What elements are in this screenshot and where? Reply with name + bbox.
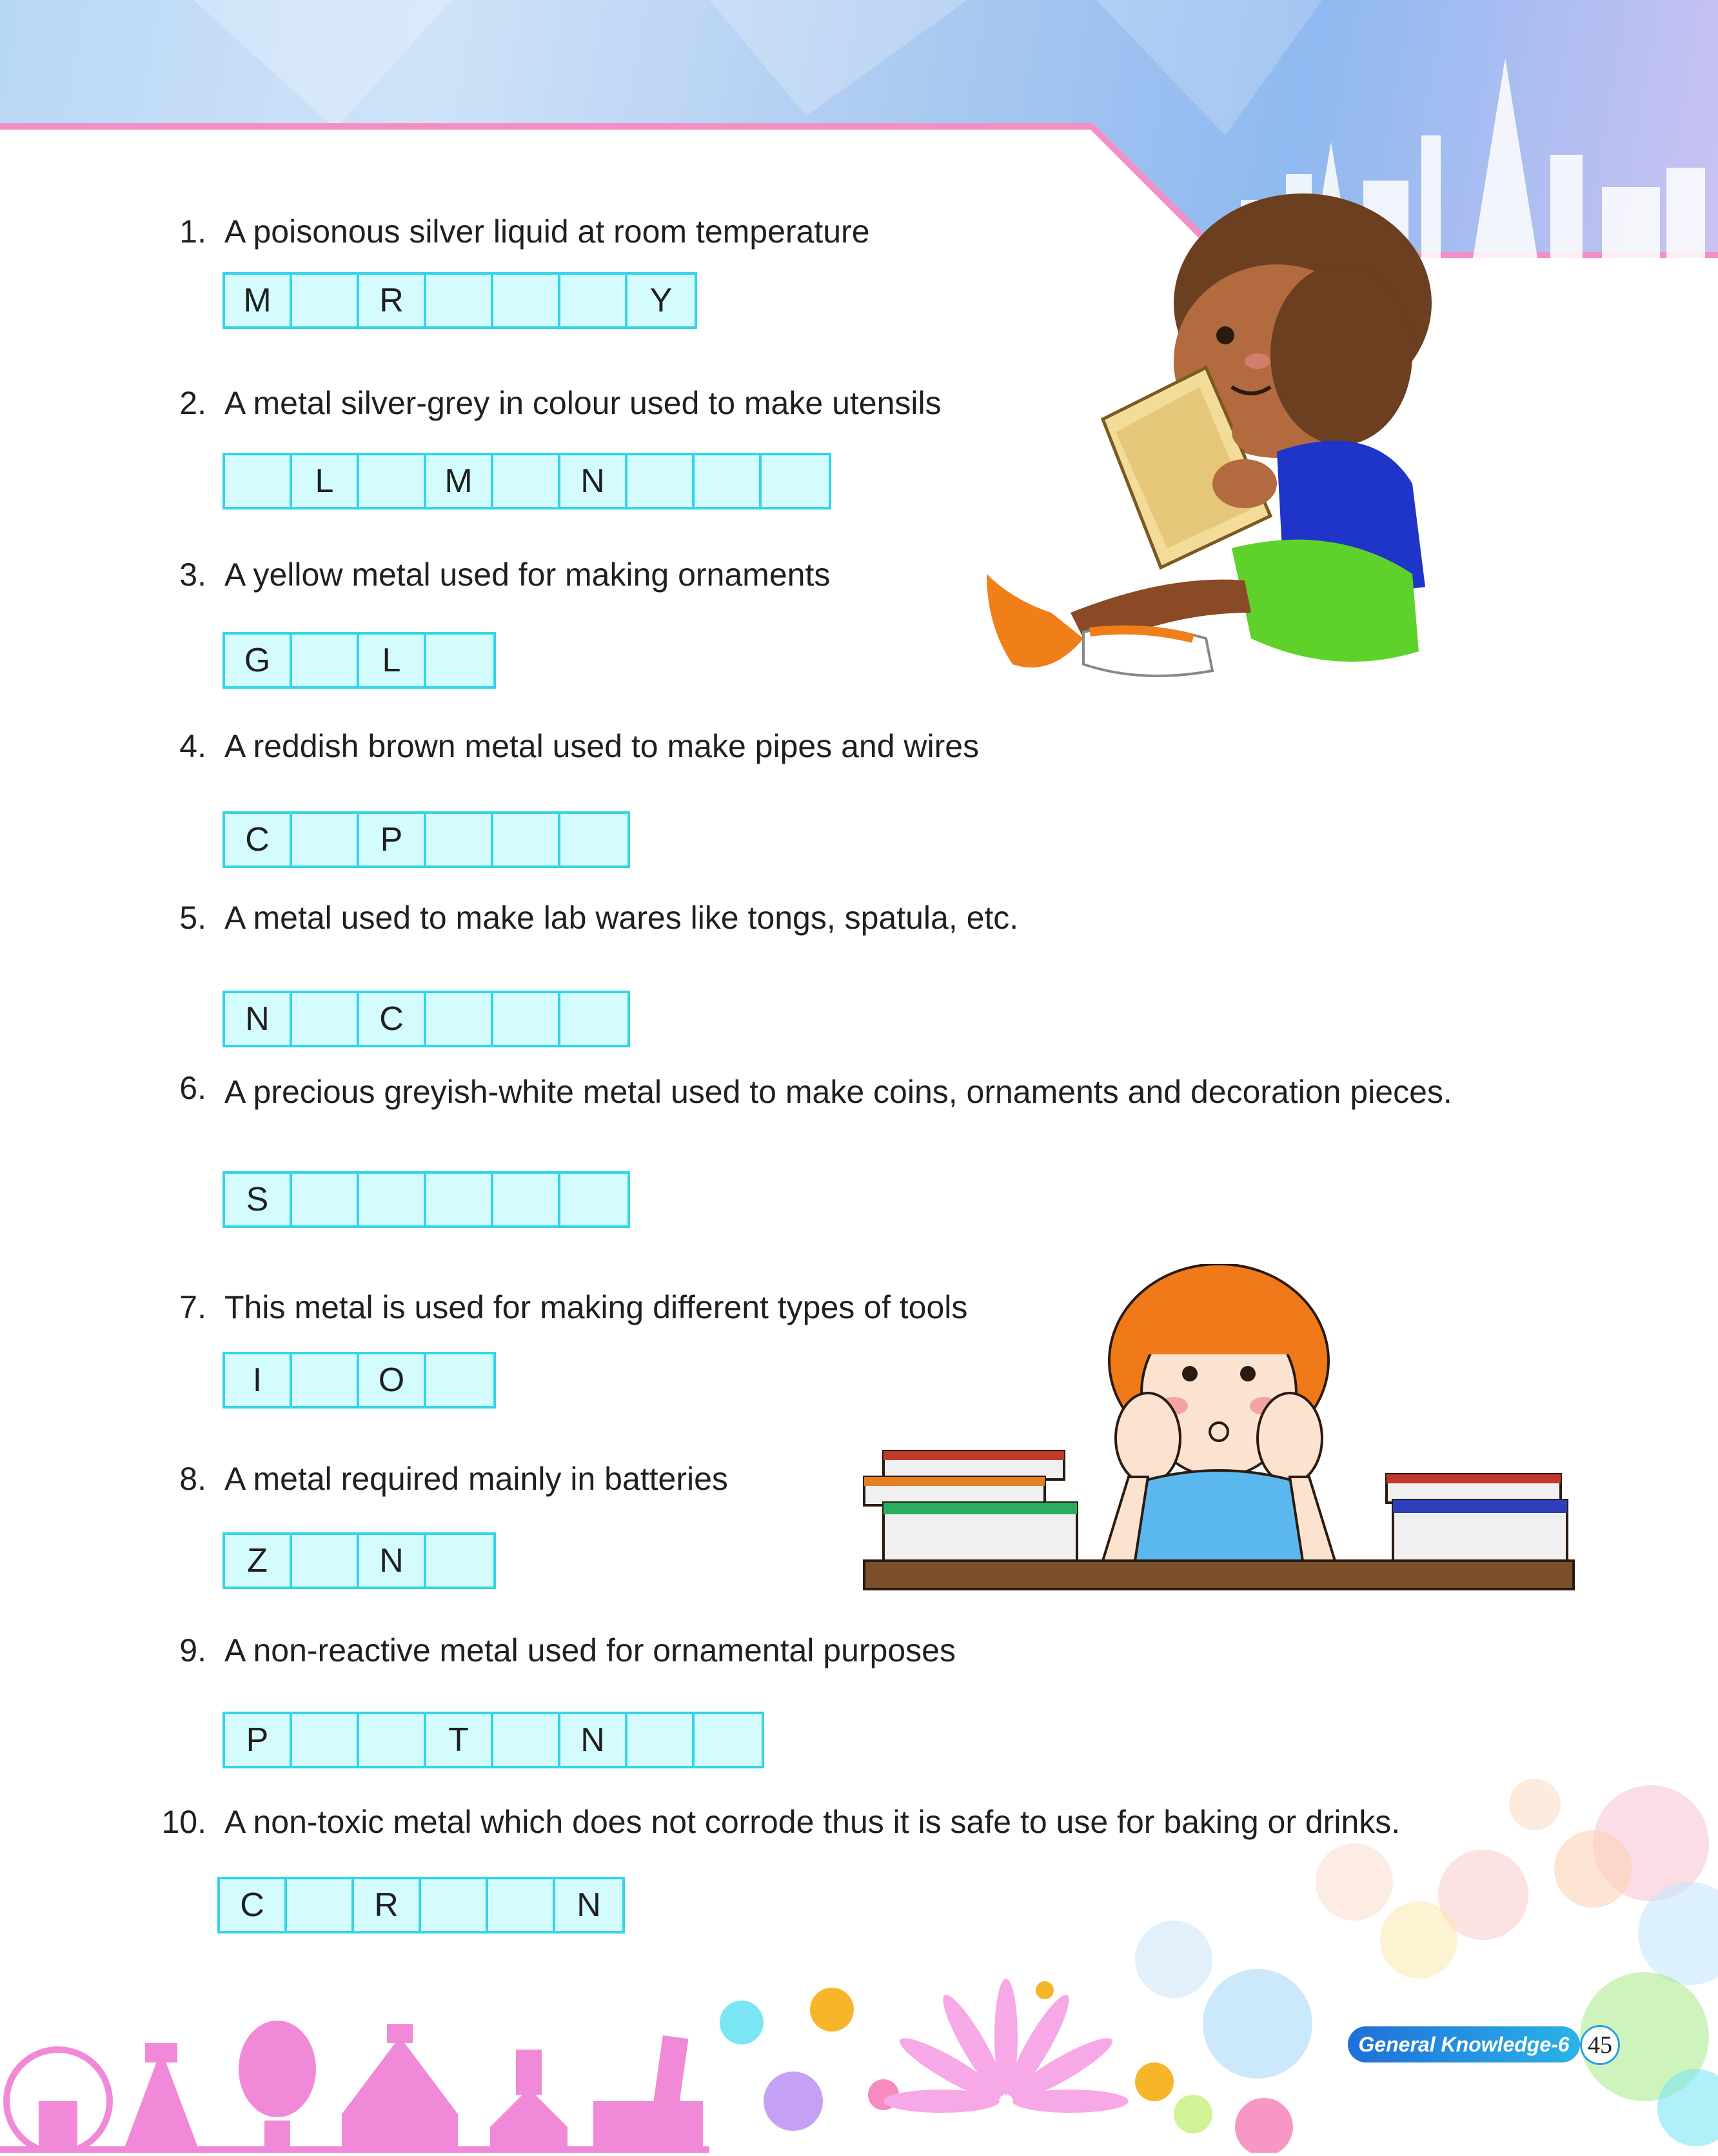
question-number: 3. bbox=[179, 557, 206, 593]
letter-cell[interactable] bbox=[426, 635, 493, 686]
letter-cell[interactable] bbox=[560, 814, 627, 865]
letter-cell[interactable] bbox=[426, 1174, 493, 1225]
boy-reading-illustration bbox=[974, 187, 1516, 690]
question-text: A metal silver-grey in colour used to make utensils bbox=[224, 385, 942, 421]
letter-cell[interactable]: Y bbox=[649, 282, 673, 319]
letter-cell[interactable]: L bbox=[292, 455, 359, 507]
question-number: 1. bbox=[179, 213, 206, 250]
letter-cell[interactable] bbox=[359, 1714, 426, 1766]
letter-cell[interactable] bbox=[359, 455, 426, 507]
letter-cell[interactable] bbox=[292, 1535, 359, 1587]
letter-cell[interactable] bbox=[426, 993, 493, 1045]
question-number: 7. bbox=[179, 1289, 206, 1325]
question-number: 5. bbox=[179, 900, 206, 936]
question-number: 4. bbox=[179, 728, 206, 764]
letter-cell[interactable]: N bbox=[359, 1535, 426, 1587]
letter-cell[interactable]: C bbox=[225, 814, 292, 865]
letter-cell[interactable] bbox=[292, 275, 359, 326]
letter-cell[interactable]: I bbox=[225, 1354, 292, 1406]
flower-decoration bbox=[884, 1979, 1129, 2113]
question-text: A non-toxic metal which does not corrode thus it is safe to use for baking or drinks. bbox=[224, 1804, 1401, 1840]
letter-cell[interactable] bbox=[695, 455, 762, 507]
page-number: 45 bbox=[1580, 2025, 1620, 2065]
letter-cell[interactable] bbox=[493, 275, 560, 326]
letter-cell[interactable]: T bbox=[426, 1714, 493, 1766]
letter-cell[interactable] bbox=[292, 635, 359, 686]
answer-grid-5 bbox=[222, 991, 630, 1047]
letter-cell[interactable] bbox=[560, 1174, 627, 1225]
answer-grid-9 bbox=[222, 1712, 764, 1768]
letter-cell[interactable]: P bbox=[359, 814, 426, 865]
question-number: 2. bbox=[179, 385, 206, 421]
book-title-label: General Knowledge-6 bbox=[1348, 2026, 1580, 2062]
letter-cell[interactable] bbox=[292, 1174, 359, 1225]
letter-cell[interactable] bbox=[292, 1714, 359, 1766]
letter-cell[interactable] bbox=[627, 1714, 695, 1766]
letter-cell[interactable]: G bbox=[225, 635, 292, 686]
letter-cell[interactable]: P bbox=[225, 1714, 292, 1766]
bottom-decoration bbox=[0, 1766, 1718, 2153]
letter-cell[interactable] bbox=[426, 275, 493, 326]
answer-grid-4 bbox=[222, 811, 630, 868]
letter-cell[interactable]: O bbox=[359, 1354, 426, 1406]
letter-cell[interactable]: N bbox=[560, 1714, 627, 1766]
bubbles-decoration bbox=[720, 1779, 1718, 2153]
answer-grid-7 bbox=[222, 1352, 496, 1409]
letter-cell[interactable]: L bbox=[359, 635, 426, 686]
question-text: A poisonous silver liquid at room temperature bbox=[224, 213, 870, 250]
letter-cell[interactable] bbox=[225, 455, 292, 507]
letter-cell[interactable] bbox=[292, 1354, 359, 1406]
question-text: A metal required mainly in batteries bbox=[224, 1461, 728, 1497]
letter-cell[interactable] bbox=[762, 455, 829, 507]
letter-cell[interactable] bbox=[426, 1354, 493, 1406]
letter-cell[interactable] bbox=[493, 814, 560, 865]
letter-cell[interactable] bbox=[560, 993, 627, 1045]
letter-cell[interactable]: N bbox=[560, 455, 627, 507]
letter-cell[interactable]: R bbox=[359, 275, 426, 326]
question-text: A yellow metal used for making ornaments bbox=[224, 557, 831, 593]
question-number: 8. bbox=[179, 1461, 206, 1497]
letter-cell[interactable] bbox=[627, 455, 695, 507]
letter-cell[interactable]: N bbox=[577, 1886, 601, 1924]
letter-cell[interactable] bbox=[359, 1174, 426, 1225]
letter-cell[interactable]: M bbox=[225, 275, 292, 326]
answer-grid-2 bbox=[222, 453, 831, 509]
letter-cell[interactable]: C bbox=[359, 993, 426, 1045]
letter-cell[interactable] bbox=[695, 1714, 762, 1766]
question-number: 9. bbox=[179, 1632, 206, 1668]
girl-with-books-illustration bbox=[858, 1264, 1580, 1599]
letter-cell[interactable]: Z bbox=[225, 1535, 292, 1587]
letter-cell[interactable] bbox=[292, 993, 359, 1045]
letter-cell[interactable] bbox=[493, 993, 560, 1045]
letter-cell[interactable] bbox=[493, 1174, 560, 1225]
answer-grid-6 bbox=[222, 1171, 630, 1228]
question-text: A precious greyish-white metal used to make coins, ornaments and decoration pieces. bbox=[224, 1074, 1452, 1110]
letter-cell[interactable]: M bbox=[426, 455, 493, 507]
answer-grid-1 bbox=[222, 272, 697, 329]
answer-grid-8 bbox=[222, 1532, 496, 1589]
letter-cell[interactable] bbox=[426, 814, 493, 865]
question-text: A metal used to make lab wares like tongs, spatula, etc. bbox=[224, 900, 1019, 936]
letter-cell[interactable] bbox=[560, 275, 627, 326]
letter-cell[interactable] bbox=[292, 814, 359, 865]
letter-cell[interactable] bbox=[493, 455, 560, 507]
letter-cell[interactable] bbox=[493, 1714, 560, 1766]
question-text: A non-reactive metal used for ornamental purposes bbox=[224, 1632, 956, 1668]
question-text: This metal is used for making different types of tools bbox=[224, 1289, 968, 1325]
letter-cell[interactable]: S bbox=[225, 1174, 292, 1225]
city-skyline-decoration bbox=[0, 2021, 709, 2153]
question-text: A reddish brown metal used to make pipes and wires bbox=[224, 728, 980, 764]
letter-cell[interactable]: C bbox=[220, 1879, 287, 1931]
answer-grid-3 bbox=[222, 632, 496, 689]
question-number: 6. bbox=[179, 1070, 206, 1106]
letter-cell[interactable] bbox=[426, 1535, 493, 1587]
letter-cell[interactable]: N bbox=[225, 993, 292, 1045]
question-number: 10. bbox=[161, 1804, 206, 1840]
letter-cell[interactable]: R bbox=[354, 1879, 421, 1931]
